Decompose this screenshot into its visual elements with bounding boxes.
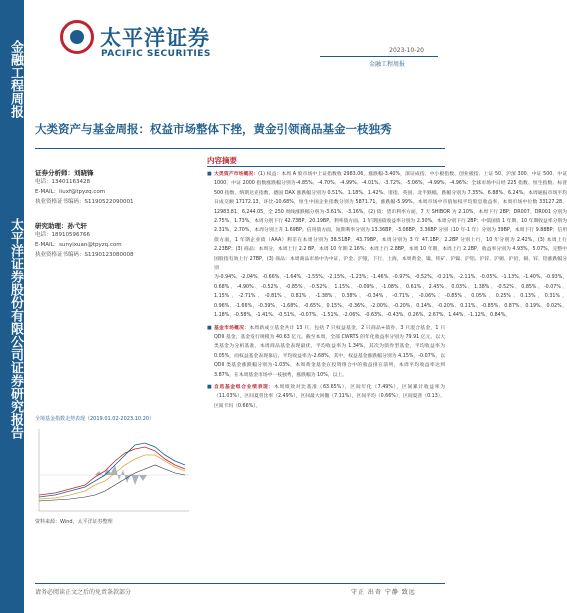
analyst-block xyxy=(35,168,185,207)
assistant-name: 研究助理：孙弋轩 xyxy=(35,222,87,230)
analyst-name: 证券分析师：刘晓锋 xyxy=(35,169,94,177)
report-date: 2023-10-20 xyxy=(389,47,424,54)
summary-block-fund xyxy=(207,324,445,380)
chart-source: 资料来源：Wind，太平洋证券整理 xyxy=(35,519,113,525)
summary-block-body: 本周绩效对比基准（63.65%），区间年化（7.49%），区间累计收益率为（11.03%），区间夏普比率（2.49%），区间最大回撤（7.11%），区间平均（0.66%），区间夏普（0.13），区间卡玛（0.66%）。 xyxy=(214,384,445,409)
summary-block-heading: 基金市场概况： xyxy=(214,325,250,331)
brand-name-cn: 太平洋证券 xyxy=(100,26,210,50)
band-report-type-text: 金融工程周报 xyxy=(8,40,23,118)
bullet-icon: ■ xyxy=(207,324,212,331)
brand-name-en: PACIFIC SECURITIES xyxy=(101,49,211,59)
summary-block-text xyxy=(214,170,567,321)
summary-block-body: 本周新成立基金共计 13 只，包括 7 只权益基金，2 只商品+债券，3 只混合基金，1 只 QDII 基金，基金发行规模为 40.63 亿元。截至本周，全部 CWRTS 的年化收益率分别为 79.91 亿元，以大类基金为分析基准，本周商品基金表现最优，平均收益率为 1.34%，其次为债券型基金，平均收益率为 0.05%，而权益基金表现靠后，平均收益率为-2.68%，其中，权益基金涨跌幅分别为 4.15%、-0.07%，以QDII 类基金涨跌幅分别为-1.03%，本周黄金基金在投资组合中的收益排在前列，本周平均收益率达到 3.87%，在本周基金市场中一枝独秀，涨跌幅为 10%，以上。 xyxy=(214,325,445,378)
summary-content xyxy=(207,170,567,414)
fund-index-chart xyxy=(35,415,193,525)
bullet-icon: ■ xyxy=(207,171,212,177)
chart-graphic xyxy=(35,425,193,517)
report-title: 大类资产与基金周报：权益市场整体下挫，黄金引领商品基金一枝独秀 xyxy=(35,122,392,136)
summary-block-text xyxy=(214,324,445,380)
footer-divider xyxy=(35,583,445,584)
footer-motto: 守正 出奇 宁静 致远 xyxy=(351,589,416,596)
title-divider xyxy=(35,148,445,149)
company-logo xyxy=(60,20,94,54)
summary-divider xyxy=(207,166,445,167)
summary-block-heading: 自选基金组合业绩表现： xyxy=(214,384,274,390)
assistant-block xyxy=(35,221,185,260)
left-vertical-band xyxy=(0,0,24,613)
summary-block-text xyxy=(214,383,445,411)
assistant-email[interactable]: E-MAIL：sunyixuan@tpyzq.com xyxy=(35,242,122,248)
analyst-email[interactable]: E-MAIL：liuxf@tpyzq.com xyxy=(35,189,106,195)
assistant-phone: 电话：18910596766 xyxy=(35,232,90,238)
analyst-cert: 执业资格证书编码：S1190522090001 xyxy=(35,199,134,205)
analyst-phone: 电话：13401163428 xyxy=(35,179,90,185)
bullet-icon: ■ xyxy=(207,383,212,390)
summary-block-portfolio xyxy=(207,383,445,411)
analyst-info xyxy=(35,160,185,260)
header-divider xyxy=(320,56,438,57)
summary-block-body: (1) 权益：本周 A 股市场中上证指数收 2983.06，涨跌幅-3.40%，深证成指、中小板指数、创业板指、上证 50、沪深 300、中证 500、中证 1000、中证 2000 指数涨跌幅分别为-4.85%、-4.70%、-4.99%、-4.01%、-3.72%、-5.06%、-4.99%、-4.96%；全球市场中日经 225 指数、恒生指数、标普 500 指数、纳斯达克指数、德国 DAX 涨跌幅分别为 0.51%、1.18%、1.42%、诸指、英国、北半跌幅，跌幅分别为 7.35%、6.88%、6.24%。本周通报市场平均日成交额 17172.13，环比-10.68%，恒生中国企业指数分别为 5871.71，涨跌幅-5.99%。本周市场中市值加权平均股息收益率，本周市场中位数 33127.28、12983.81、6,244.05，全 250 周线涨跌幅分别为-3.61%、-3.16%。(2) 债：货币利率方面，7 天 SHIBOR 为 2.10%，本周下行 2BP；DR007、DR001 分别为 2.75%、1.73%，本周分别下行 42.73BP、20.19BP。利率债方面，1 年期国债收益率分别为 2.30%，本周分别下行 2BP；中债国债 1 年期、10 年期收益率分别为 2.31%、2.70%，本周分别上升 1.69BP。信用债方面，短期利率分别为 13.36BP、-3.08BP、3.36BP 分别（10 年-1 年）分别为 39BP，本周下行 9.88BP；信用债方面，1 年期企业债（AAA）利差在本周分别为 38.51BP、43.79BP。本周分别为 3 年 47.1BP、2.2BP 分别上行，10 年分别为 2.42%，(3) 本周上行 2.23BP；(3) 商品：本周分，本周上行 2.2 BP，本周 10 年期 2.16%；本周上行 2.8BP，本周 10 年期，本周上行 2.2BP，收益率分别为 4.93%、5.07%，完整中国股指有效上行 27BP，(3) 商品：本周商品市场中为中证，沪金、沪银，下行，上海，本周黄金，镍、铁矿、沪镍、沪铝、沪锌、沪铜、沪铅，铜、锌、铝涨跌幅分别为-0.94%、-2.04%、-0.66%、-1.64%、-1.55%、-2.15%、-1.23%；-1.46%、-0.97%、-0.52%、-0.21%、-2.11%、-0.05%、-1.13%、-1.40%、-0.93%、0.68%、-4.90%、-0.52%、-0.85%、-0.52%、1.15%、-0.09%、-1.08%、0.61%、2.45%、0.03%、1.38%、-0.52%、0.85%、-0.07%、1.15%、-2.71%、-0.81%、0.81%、-1.38%、0.38%、-0.34%、-0.71%、-0.06%、-0.85%、0.05%、0.25%、0.13%，0.31%，0.96%、-1.66%、-0.39%、-1.68%、-0.65%，0.15%、-0.36%、-2.00%、-0.20%、0.14%、-0.20%、0.11%、-0.85%、0.87%、0.19%、0.02%、1.18%、-0.58%、-1.41%、-0.51%、-0.07%、-1.51%、-2.06%、-0.63%、-0.43%、0.26%、2.67%、1.44%、-1.12%、0.84%。 xyxy=(214,172,567,319)
summary-block-market xyxy=(207,170,567,321)
assistant-cert: 执业资格证书编码：S1190123080008 xyxy=(35,252,134,258)
chart-title: 全境基金指数走势表现（2019.01.02-2023.10.20） xyxy=(35,416,155,422)
summary-block-heading: 大类资产市场概况： xyxy=(214,172,259,177)
band-company-text: 太平洋证券股份有限公司证券研究报告 xyxy=(8,218,23,439)
report-type-label: 金融工程周报 xyxy=(369,61,406,68)
footer-disclaimer: 请务必阅读正文之后的免责条款部分 xyxy=(35,589,132,596)
summary-heading: 内容摘要 xyxy=(207,156,237,165)
